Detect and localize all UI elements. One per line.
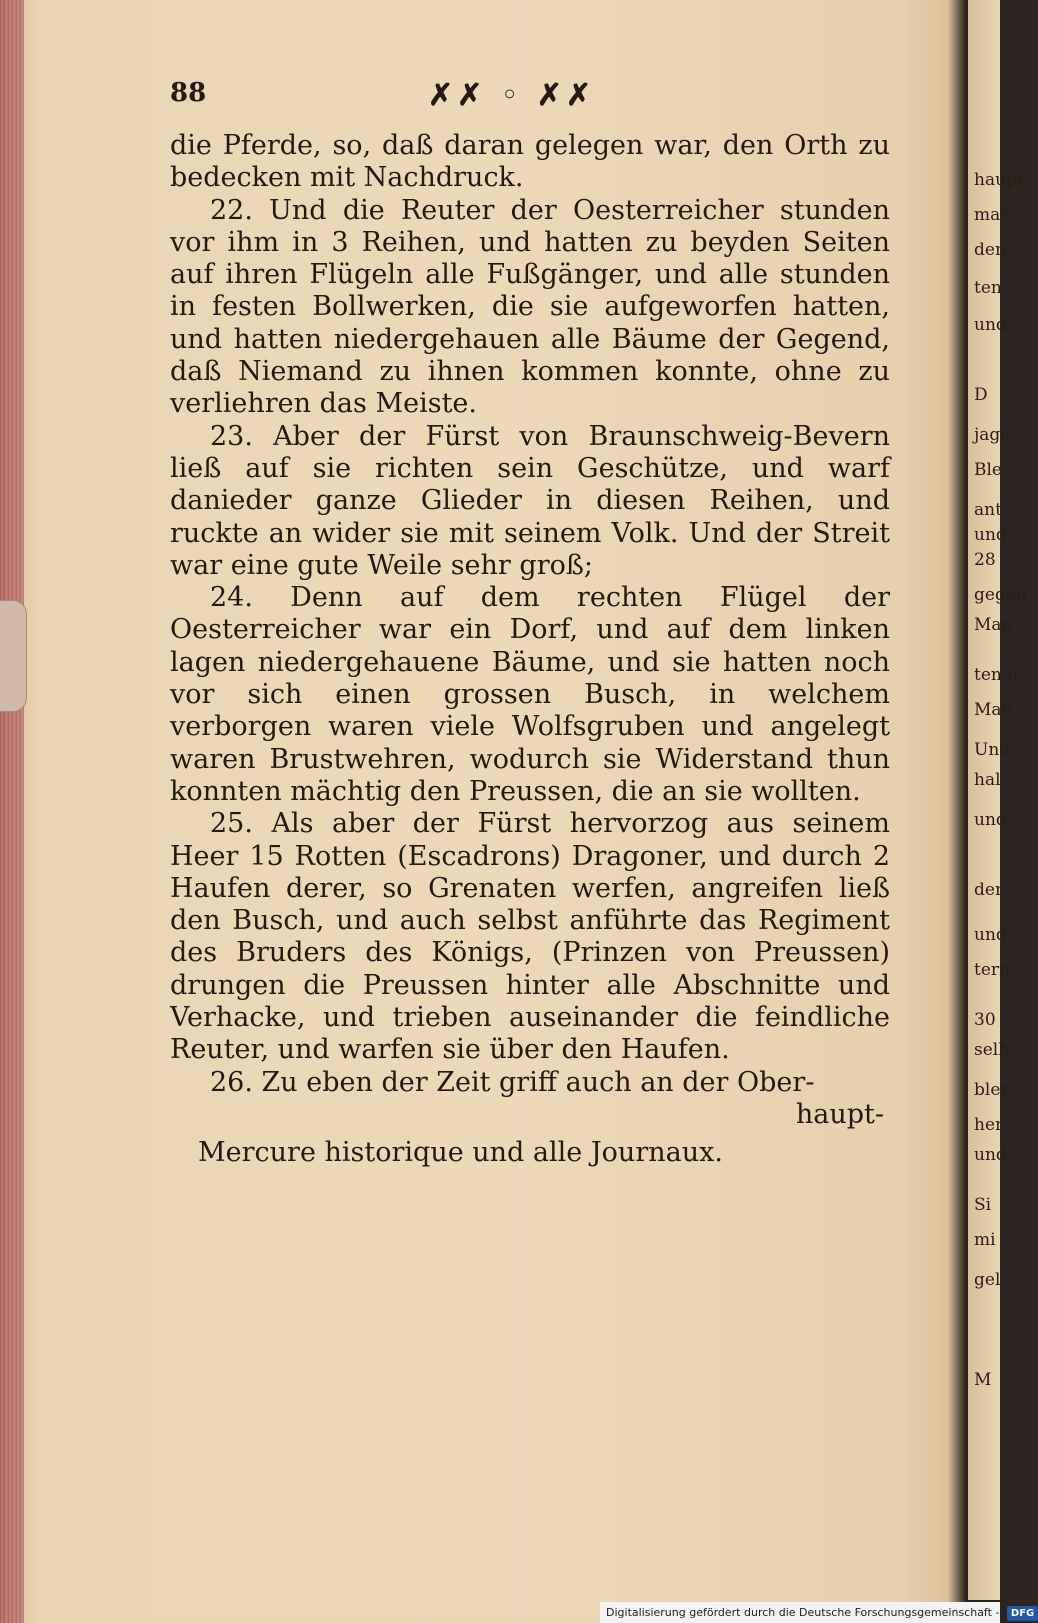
header-ornament: ✗✗ ◦ ✗✗ (428, 78, 596, 113)
next-page-edge (968, 0, 1027, 1600)
next-page-fragment: bler (974, 1080, 1009, 1100)
paragraph: 24. Denn auf dem rechten Flügel der Oesterreicher war ein Dorf, und auf dem linken lagen niedergehauene Bäume, und sie hatten noch vor sich einen grossen Busch, in welchem verborgen waren viele Wolfsgruben und angelegt waren Brustwehren, wodurch sie Widerstand thun konnten mächtig den Preussen, die an sie wollten. (170, 582, 890, 807)
page-tab (0, 600, 27, 712)
paragraph: 26. Zu eben der Zeit griff auch an der Ober- (210, 1066, 815, 1098)
next-page-fragment: Man (974, 615, 1013, 635)
next-page-fragment: Und (974, 740, 1011, 760)
book-page (170, 70, 890, 1169)
next-page-fragment: her (974, 1115, 1004, 1135)
next-page-fragment: D (974, 385, 988, 405)
paragraph: 23. Aber der Fürst von Braunschweig-Bevern ließ auf sie richten sein Geschütze, und warf danieder ganze Glieder in diesen Reihen, und ruckte an wider sie mit seinem Volk. Und der Streit war eine gute Weile sehr groß; (170, 420, 890, 581)
paragraph: 22. Und die Reuter der Oesterreicher stunden vor ihm in 3 Reihen, und hatten zu beyden Seiten auf ihren Flügeln alle Fußgänger, und alle stunden in festen Bollwerken, die sie aufgeworfen hatten, und hatten niedergehauen alle Bäume der Gegend, daß Niemand zu ihnen kommen konnte, ohne zu verliehren das Meiste. (170, 194, 890, 420)
next-page-fragment: mi (974, 1230, 996, 1250)
digitization-credit (600, 1602, 1035, 1623)
next-page-fragment: 28 (974, 550, 996, 570)
next-page-fragment: man (974, 205, 1012, 225)
next-page-fragment: der (974, 880, 1004, 900)
next-page-fragment: Man (974, 700, 1013, 720)
next-page-fragment: und (974, 525, 1007, 545)
next-page-fragment: und (974, 1145, 1007, 1165)
next-page-fragment: gel (974, 1270, 1001, 1290)
next-page-fragment: selb (974, 1040, 1010, 1060)
next-page-fragment: und (974, 810, 1007, 830)
catchword: haupt- (795, 1098, 884, 1130)
next-page-fragment: 30 (974, 1010, 996, 1030)
next-page-fragment: und (974, 925, 1007, 945)
page-header (170, 70, 890, 130)
body-text (170, 130, 890, 1099)
next-page-fragment: gegen (974, 585, 1027, 605)
next-page-fragment: ant (974, 500, 1002, 520)
next-page-fragment: Si (974, 1195, 992, 1215)
next-page-fragment: tern, (974, 960, 1016, 980)
next-page-fragment: und (974, 315, 1007, 335)
next-page-fragment: Ble (974, 460, 1002, 480)
next-page-fragment: ten (974, 278, 1002, 298)
next-page-fragment: jage (974, 425, 1011, 445)
next-page-fragment: M (974, 1370, 992, 1390)
next-page-fragment: haupt (974, 170, 1024, 190)
footnote: Mercure historique und alle Journaux. (198, 1136, 723, 1168)
next-page-fragment: ten u (974, 665, 1019, 685)
paragraph: die Pferde, so, daß daran gelegen war, den Orth zu bedecken mit Nachdruck. (170, 130, 890, 194)
next-page-fragment: den (974, 240, 1006, 260)
page-number: 88 (170, 78, 207, 108)
credit-text: Digitalisierung gefördert durch die Deutsche Forschungsgemeinschaft - (606, 1606, 1000, 1619)
book-edge (0, 0, 24, 1623)
dfg-logo: DFG (1007, 1606, 1038, 1621)
paragraph: 25. Als aber der Fürst hervorzog aus seinem Heer 15 Rotten (Escadrons) Dragoner, und durch 2 Haufen derer, so Grenaten werfen, angreifen ließ den Busch, und auch selbst anführte das Regiment des Bruders des Königs, (Prinzen von Preussen) drungen die Preussen hinter alle Abschnitte und Verhacke, und trieben auseinander die feindliche Reuter, und warfen sie über den Haufen. (170, 808, 890, 1066)
next-page-fragment: hal (974, 770, 1001, 790)
